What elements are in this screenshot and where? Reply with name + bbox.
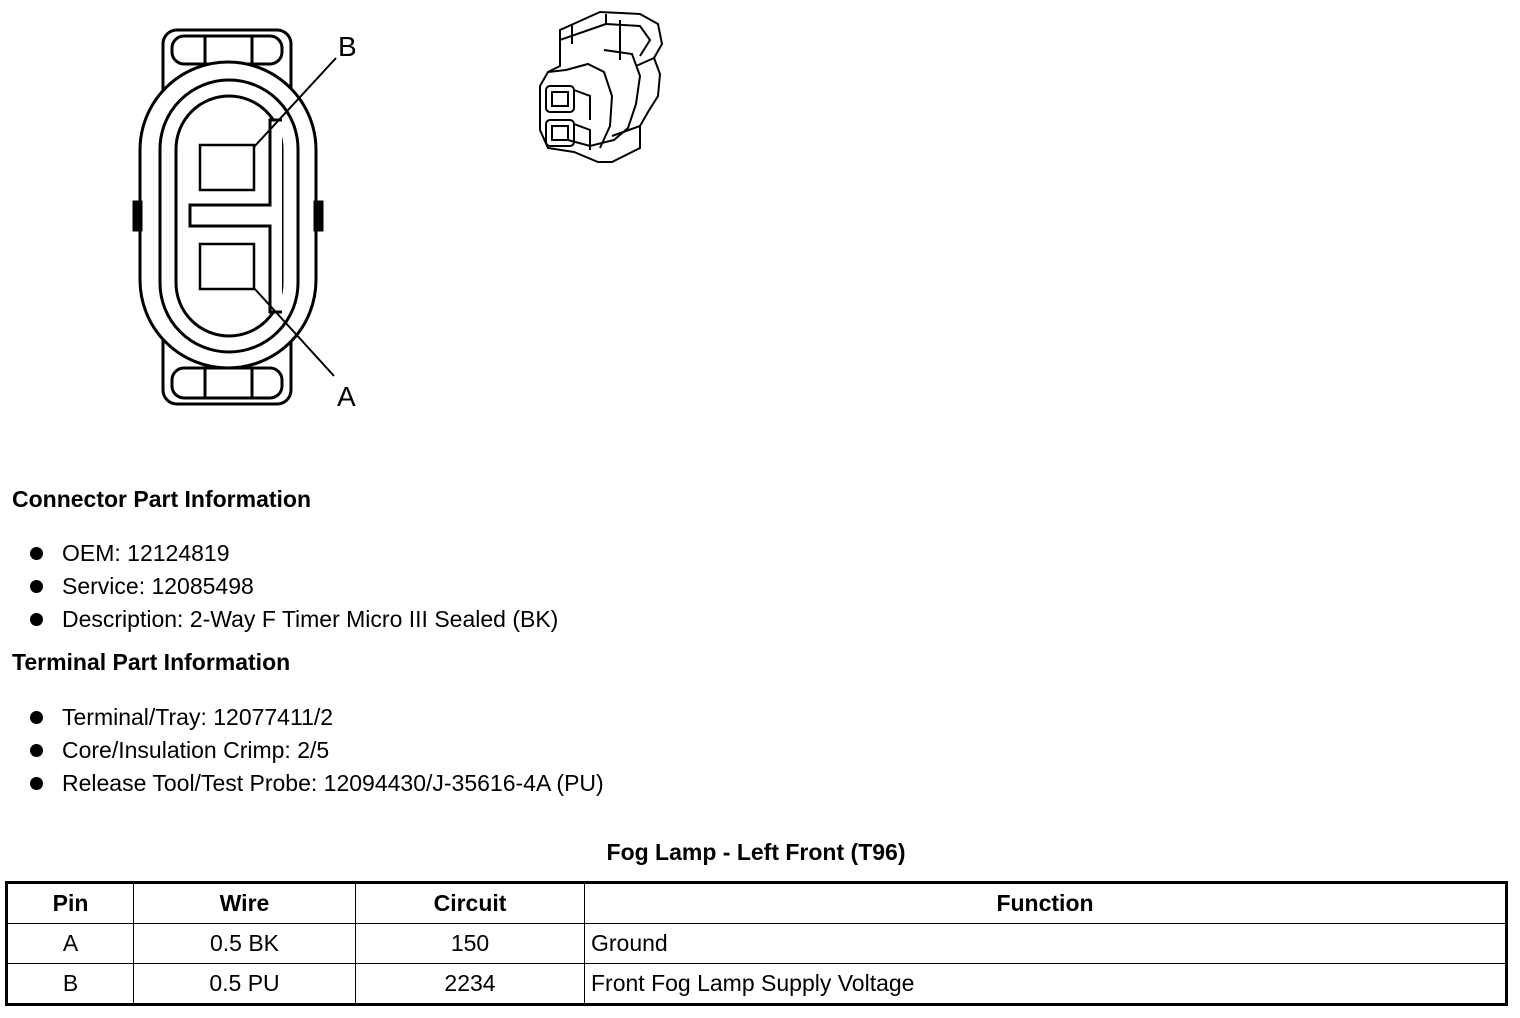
cell-circuit: 2234 [356, 964, 585, 1005]
connector-oem: OEM: 12124819 [62, 540, 230, 566]
connector-service: Service: 12085498 [62, 573, 254, 599]
terminal-tray: Terminal/Tray: 12077411/2 [62, 704, 334, 730]
cell-function: Ground [585, 924, 1507, 964]
list-item [30, 570, 558, 603]
terminal-crimp: Core/Insulation Crimp: 2/5 [62, 737, 330, 763]
connector-info-title: Connector Part Information [12, 486, 312, 512]
connector-iso-view [540, 12, 662, 162]
bullet-icon [30, 580, 43, 593]
list-item [30, 701, 604, 734]
cell-pin: A [7, 924, 134, 964]
header-pin: Pin [7, 883, 134, 924]
connector-diagram [0, 0, 720, 420]
table-row [7, 924, 1507, 964]
cell-circuit: 150 [356, 924, 585, 964]
list-item [30, 767, 604, 800]
table-header-row [7, 883, 1507, 924]
bullet-icon [30, 777, 43, 790]
list-item [30, 603, 558, 636]
connector-info-list [30, 537, 558, 636]
header-circuit: Circuit [356, 883, 585, 924]
pin-label-b: B [338, 31, 357, 62]
pin-table-title: Fog Lamp - Left Front (T96) [606, 839, 906, 865]
bullet-icon [30, 711, 43, 724]
cell-wire: 0.5 BK [134, 924, 356, 964]
cell-function: Front Fog Lamp Supply Voltage [585, 964, 1507, 1005]
header-wire: Wire [134, 883, 356, 924]
table-row [7, 964, 1507, 1005]
list-item [30, 734, 604, 767]
connector-face-view [134, 30, 336, 404]
list-item [30, 537, 558, 570]
cell-wire: 0.5 PU [134, 964, 356, 1005]
cell-pin: B [7, 964, 134, 1005]
header-function: Function [585, 883, 1507, 924]
terminal-tool: Release Tool/Test Probe: 12094430/J-35616-4A (PU) [62, 770, 604, 796]
bullet-icon [30, 547, 43, 560]
pin-label-a: A [337, 381, 356, 412]
terminal-info-title: Terminal Part Information [12, 649, 291, 675]
terminal-info-list [30, 701, 604, 800]
bullet-icon [30, 744, 43, 757]
bullet-icon [30, 613, 43, 626]
connector-description: Description: 2-Way F Timer Micro III Sealed (BK) [62, 606, 559, 632]
pin-table [5, 881, 1508, 1006]
